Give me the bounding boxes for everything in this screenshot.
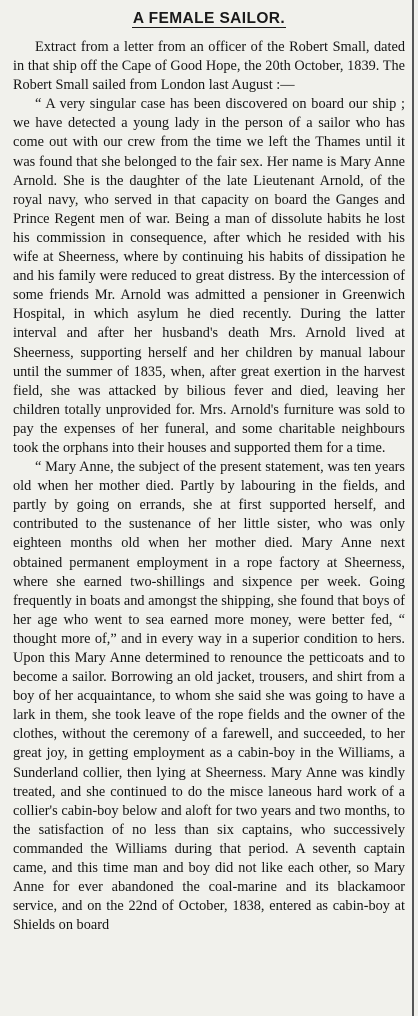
headline-container [0,10,418,28]
column-rule [412,0,414,1016]
article-body [13,38,405,935]
paragraph-discovery: “ A very singular case has been discovered on board our ship ; we have detected a young lady in the person of a sailor who has come out with our crew from the time we left the Thames until it was found that she belonged to the fair sex. Her name is Mary Anne Arnold. She is the daughter of the late Lieutenant Arnold, of the royal navy, who served in that capacity on board the Ganges and Prince Regent men of war. Being a man of dissolute habits he lost his commission in consequence, after which he resided with his wife at Sheerness, where by continuing his habits of dissipation he and his family were reduced to great distress. By the intercession of some friends Mr. Arnold was admitted a pensioner in Greenwich Hospital, in which asylum he died recently. During the latter interval and after her husband's death Mrs. Arnold lived at Sheerness, supporting herself and her children by manual labour until the summer of 1835, when, after great exertion in the harvest field, she was attacked by bilious fever and died, leaving her children totally unprovided for. Mrs. Arnold's furniture was sold to pay the expenses of her funeral, and some charitable neighbours took the orphans into their houses and supported them for a time. [13,96,405,456]
paragraph-mary-anne: “ Mary Anne, the subject of the present statement, was ten years old when her mother died. Partly by labouring in the fields, and partly by going on errands, she at first supported herself, and contributed to the sustenance of her little sister, who was only eighteen months old when her mother died. Mary Anne next obtained permanent employment in a rope factory at Sheerness, where she earned two-shillings and sixpence per week. Going frequently in boats and amongst the shipping, she found that boys of her age who went to sea earned more money, were better fed, “ thought more of,” and in every way in a superior condition to hers. Upon this Mary Anne determined to renounce the petticoats and to become a sailor. Borrowing an old jacket, trousers, and shirt from a boy of her acquaintance, to whom she said she was going to have a lark in them, she took leave of the rope fields and the owner of the clothes, without the ceremony of a farewell, and succeeded, to her great joy, in getting employment as a cabin-boy in the Williams, a Sunderland collier, then lying at Sheerness. Mary Anne was kindly treated, and she continued to do the misce laneous hard work of a collier's cabin-boy below and aloft for two years and two months, to the satisfaction of no less than six captains, who successively commanded the Williams during that period. A seventh captain came, and this time man and boy did not like each other, so Mary Anne for ever abandoned the coal-marine and its blackamoor service, and on the 22nd of October, 1838, entered as cabin-boy at Shields on board [13,459,405,934]
paragraph-intro: Extract from a letter from an officer of the Robert Small, dated in that ship off the Cape of Good Hope, the 20th October, 1839. The Robert Small sailed from London last August :— [13,39,405,94]
headline: A FEMALE SAILOR. [132,10,286,27]
